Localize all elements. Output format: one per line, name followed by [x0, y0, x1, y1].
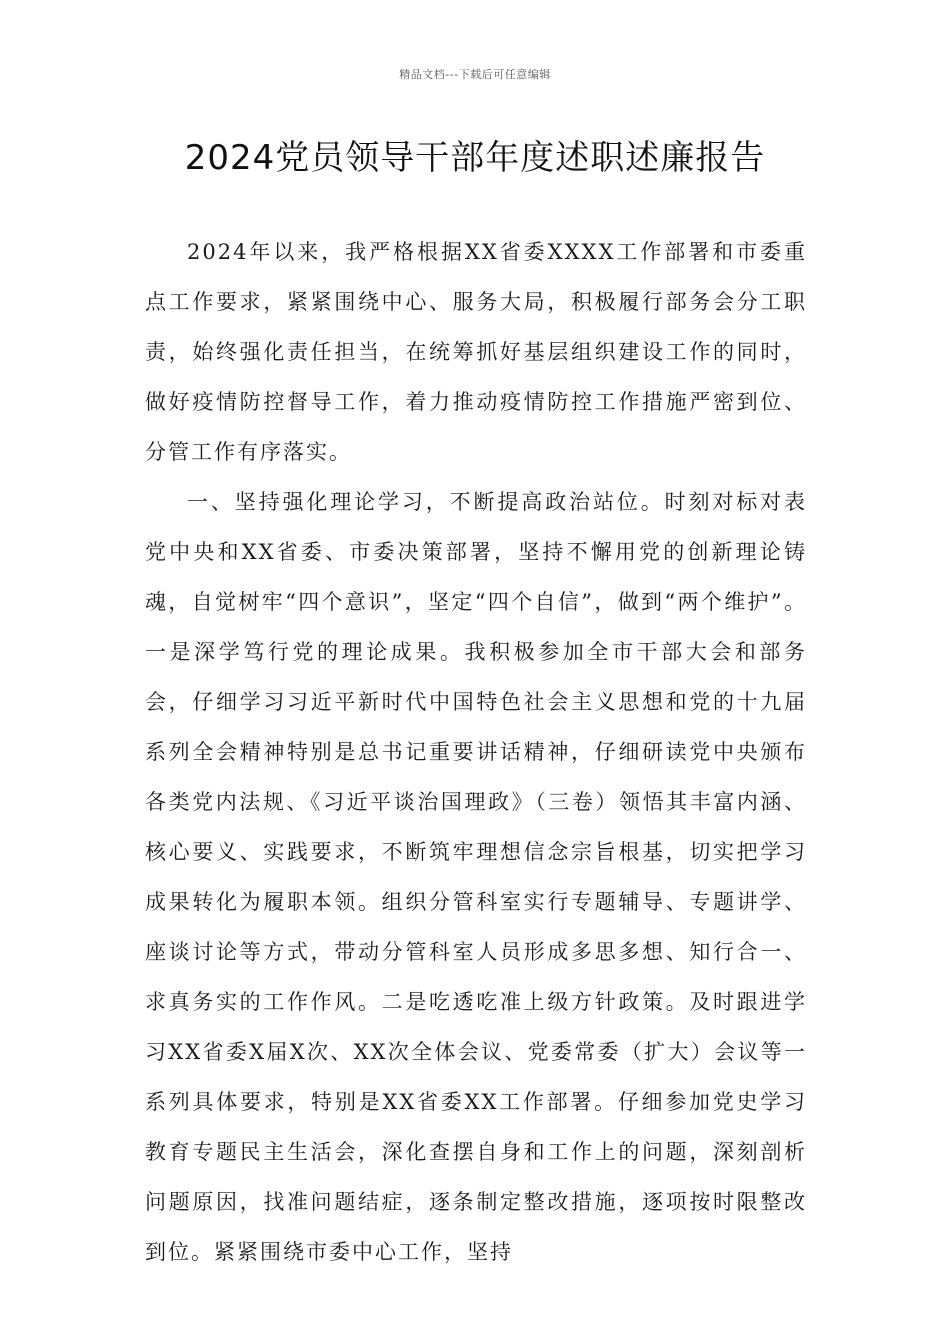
paragraph-intro: 2024年以来，我严格根据XX省委XXXX工作部署和市委重点工作要求，紧紧围绕中心、服务大局，积极履行部务会分工职责，始终强化责任担当，在统筹抓好基层组织建设工作的同时，做好疫情防控督导工作，着力推动疫情防控工作措施严密到位、分管工作有序落实。	[145, 240, 807, 464]
header-note: 精品文档---下载后可任意编辑	[399, 68, 551, 81]
paragraph-section-1: 一、坚持强化理论学习，不断提高政治站位。时刻对标对表党中央和XX省委、市委决策部署，坚持不懈用党的创新理论铸魂，自觉树牢“四个意识”，坚定“四个自信”，做到“两个维护”。一是深学笃行党的理论成果。我积极参加全市干部大会和部务会，仔细学习习近平新时代中国特色社会主义思想和党的十九届系列全会精神特别是总书记重要讲话精神，仔细研读党中央颁布各类党内法规、《习近平谈治国理政》（三卷）领悟其丰富内涵、核心要义、实践要求，不断筑牢理想信念宗旨根基，切实把学习成果转化为履职本领。组织分管科室实行专题辅导、专题讲学、座谈讨论等方式，带动分管科室人员形成多思多想、知行合一、求真务实的工作作风。二是吃透吃准上级方针政策。及时跟进学习XX省委X届X次、XX次全体会议、党委常委（扩大）会议等一系列具体要求，特别是XX省委XX工作部署。仔细参加党史学习教育专题民主生活会，深化查摆自身和工作上的问题，深刻剖析问题原因，找准问题结症，逐条制定整改措施，逐项按时限整改到位。紧紧围绕市委中心工作，坚持	[145, 490, 807, 1264]
document-body	[145, 227, 807, 1277]
document-title: 2024党员领导干部年度述职述廉报告	[184, 138, 766, 178]
